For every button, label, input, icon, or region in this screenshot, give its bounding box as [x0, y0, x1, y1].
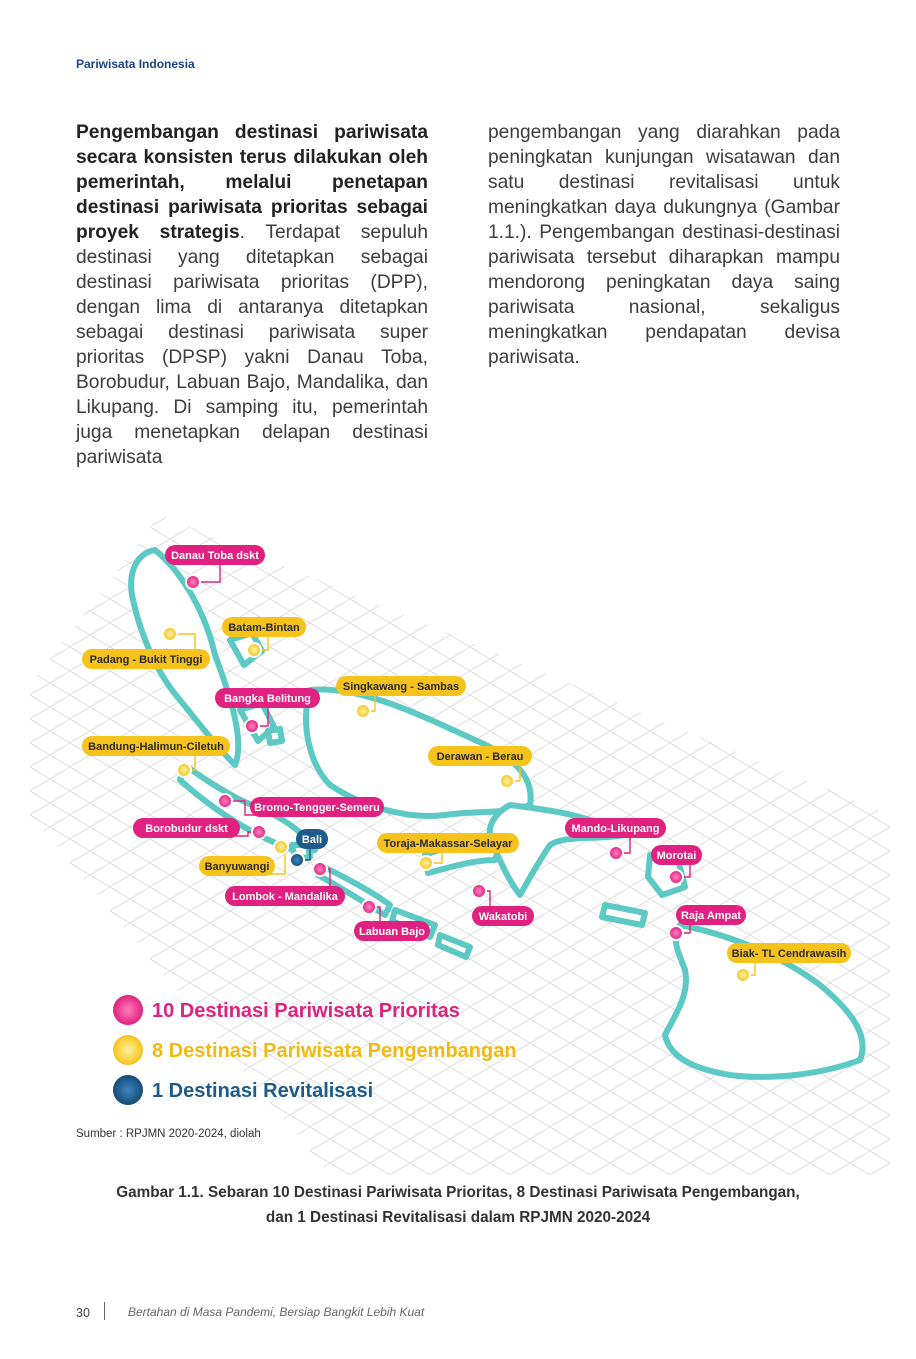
label-text-toraja-makassar-selayar: Toraja-Makassar-Selayar — [383, 838, 513, 850]
label-morotai — [651, 845, 702, 865]
label-batam-bintan — [222, 617, 306, 637]
legend-label-priority: 10 Destinasi Pariwisata Prioritas — [152, 1000, 460, 1022]
label-bandung-halimun-ciletuh — [82, 736, 230, 756]
label-text-morotai: Morotai — [656, 850, 697, 862]
caption-line-1: Gambar 1.1. Sebaran 10 Destinasi Pariwisata Prioritas, 8 Destinasi Pariwisata Pengembangan, — [116, 1184, 800, 1201]
label-bromo-tengger-semeru — [250, 797, 384, 817]
label-bangka-belitung — [215, 688, 320, 708]
label-text-lombok-mandalika: Lombok - Mandalika — [232, 891, 338, 903]
footer-title: Bertahan di Masa Pandemi, Bersiap Bangkit Lebih Kuat — [128, 1305, 425, 1319]
label-text-bangka-belitung: Bangka Belitung — [224, 693, 311, 705]
marker-labuan-bajo — [362, 900, 376, 914]
marker-lombok-mandalika — [313, 862, 327, 876]
page-number: 30 — [76, 1306, 90, 1320]
legend-dot-revitalization — [113, 1075, 143, 1105]
marker-toraja-makassar-selayar — [419, 856, 433, 870]
label-text-bromo-tengger-semeru: Bromo-Tengger-Semeru — [254, 802, 380, 814]
label-text-biak-tl-cendrawasih: Biak- TL Cendrawasih — [731, 948, 847, 960]
label-text-derawan-berau: Derawan - Berau — [436, 751, 524, 763]
figure-source: Sumber : RPJMN 2020-2024, diolah — [76, 1128, 261, 1140]
marker-derawan-berau — [500, 774, 514, 788]
label-text-borobudur-dskt: Borobudur dskt — [145, 823, 228, 835]
label-banyuwangi — [199, 856, 275, 876]
label-text-padang-bukit-tinggi: Padang - Bukit Tinggi — [89, 654, 203, 666]
footer-divider — [104, 1302, 105, 1320]
body-column-right: pengembangan yang diarahkan pada peningkatan kunjungan wisatawan dan satu destinasi revitalisasi untuk meningkatkan daya dukungnya (Gambar 1.1.). Pengembangan destinasi-destinasi pariwisata tersebut diharapkan mampu mendorong peningkatan daya saing pariwisata nasional, sekaligus meningkatkan pendapatan devisa pariwisata. — [488, 122, 840, 368]
label-wakatobi — [472, 906, 534, 926]
label-labuan-bajo — [354, 921, 430, 941]
marker-morotai — [669, 870, 683, 884]
label-toraja-makassar-selayar — [377, 833, 519, 853]
label-text-raja-ampat: Raja Ampat — [680, 910, 742, 922]
marker-bromo-tengger-semeru — [218, 794, 232, 808]
label-mando-likupang — [565, 818, 666, 838]
marker-padang-bukit-tinggi — [163, 627, 177, 641]
marker-singkawang-sambas — [356, 704, 370, 718]
label-text-batam-bintan: Batam-Bintan — [228, 622, 300, 634]
legend-dot-development — [113, 1035, 143, 1065]
label-text-mando-likupang: Mando-Likupang — [571, 823, 660, 835]
caption-line-2: dan 1 Destinasi Revitalisasi dalam RPJMN 2020-2024 — [265, 1209, 651, 1226]
label-derawan-berau — [428, 746, 532, 766]
label-text-labuan-bajo: Labuan Bajo — [358, 926, 426, 938]
destination-map — [30, 515, 890, 1175]
body-left-bold: Pengembangan destinasi pariwisata secara konsisten terus dilakukan oleh pemerintah, melalui penetapan destinasi pariwisata prioritas sebagai proyek strategis — [76, 122, 428, 243]
label-text-wakatobi: Wakatobi — [478, 911, 528, 923]
marker-raja-ampat — [669, 926, 683, 940]
marker-danau-toba-dskt — [186, 575, 200, 589]
label-danau-toba-dskt — [165, 545, 265, 565]
body-column-left — [76, 120, 428, 470]
label-text-singkawang-sambas: Singkawang - Sambas — [342, 681, 460, 693]
label-text-banyuwangi: Banyuwangi — [204, 861, 270, 873]
label-borobudur-dskt — [133, 818, 240, 838]
legend-dot-priority — [113, 995, 143, 1025]
label-text-bandung-halimun-ciletuh: Bandung-Halimun-Ciletuh — [88, 741, 224, 753]
marker-mando-likupang — [609, 846, 623, 860]
marker-biak-tl-cendrawasih — [736, 968, 750, 982]
marker-borobudur-dskt — [252, 825, 266, 839]
body-left-text: . Terdapat sepuluh destinasi yang ditetapkan sebagai destinasi pariwisata prioritas (DPP), dengan lima di antaranya ditetapkan sebagai destinasi pariwisata super prioritas (DPSP) yakni Danau Toba, Borobudur, Labuan Bajo, Mandalika, dan Likupang. Di samping itu, pemerintah juga menetapkan delapan destinasi pariwisata — [76, 222, 428, 468]
label-lombok-mandalika — [225, 886, 345, 906]
marker-bali — [290, 853, 304, 867]
label-text-bali: Bali — [301, 834, 323, 846]
label-singkawang-sambas — [336, 676, 466, 696]
marker-bangka-belitung — [245, 719, 259, 733]
label-raja-ampat — [676, 905, 746, 925]
label-biak-tl-cendrawasih — [727, 943, 851, 963]
map-graphic — [30, 515, 890, 1175]
marker-wakatobi — [472, 884, 486, 898]
marker-banyuwangi — [274, 840, 288, 854]
figure-caption — [60, 1180, 856, 1230]
label-padang-bukit-tinggi — [82, 649, 210, 669]
legend-label-development: 8 Destinasi Pariwisata Pengembangan — [152, 1040, 517, 1062]
legend-label-revitalization: 1 Destinasi Revitalisasi — [152, 1080, 374, 1102]
marker-batam-bintan — [247, 643, 261, 657]
marker-bandung-halimun-ciletuh — [177, 763, 191, 777]
running-header: Pariwisata Indonesia — [76, 57, 195, 71]
label-text-danau-toba-dskt: Danau Toba dskt — [171, 550, 259, 562]
label-bali — [296, 829, 328, 849]
